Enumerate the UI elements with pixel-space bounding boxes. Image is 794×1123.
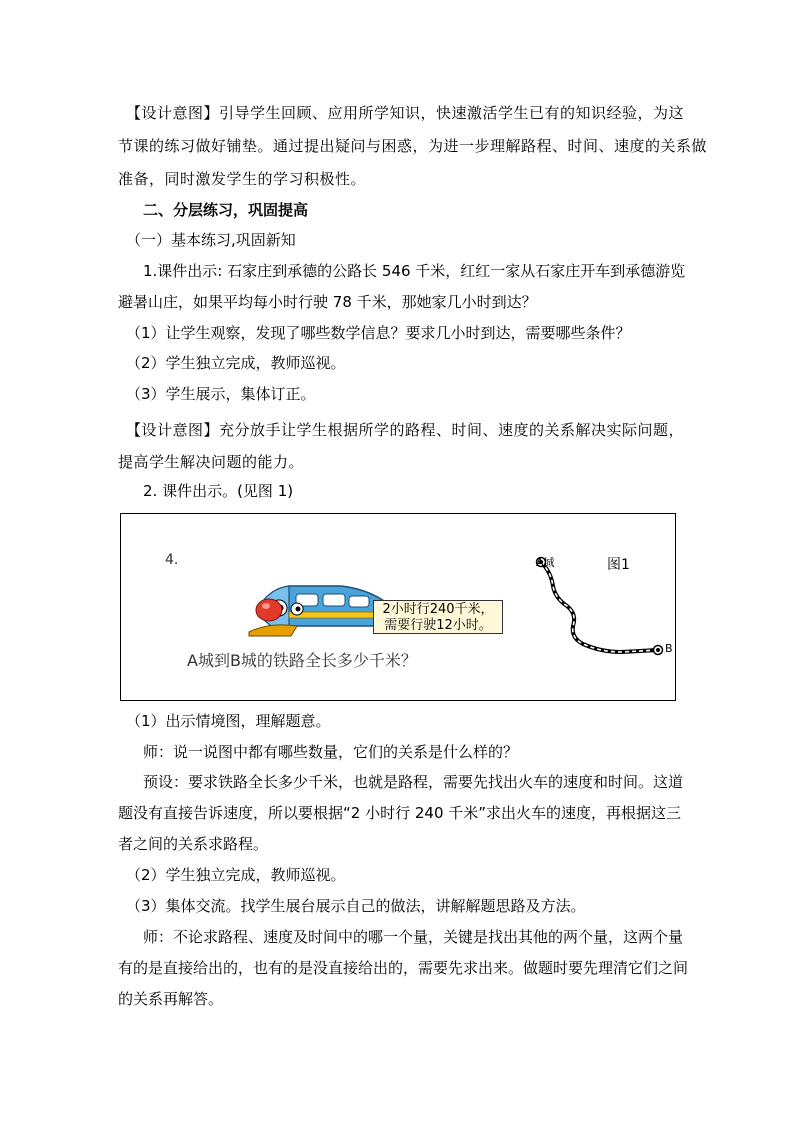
step-1: （1）让学生观察，发现了哪些数学信息？要求几小时到达，需要哪些条件？ xyxy=(126,324,631,342)
step-3: （3）学生展示，集体订正。 xyxy=(126,385,316,403)
design-intent-1-line2: 节课的练习做好铺垫。通过提出疑问与困惑，为进一步理解路程、时间、速度的关系做 xyxy=(118,137,708,155)
task-5: （3）集体交流。找学生展台展示自己的做法，讲解解题思路及方法。 xyxy=(126,897,586,915)
presumption-line1: 预设：要求铁路全长多少千米，也就是路程，需要先找出火车的速度和时间。这道 xyxy=(143,773,684,791)
presumption-line2: 题没有直接告诉速度，所以要根据“2 小时行 240 千米”求出火车的速度，再根据这三 xyxy=(118,804,682,822)
question-1-line1: 1.课件出示: 石家庄到承德的公路长 546 千米，红红一家从石家庄开车到承德游览 xyxy=(143,262,686,280)
task-1: （1）出示情境图，理解题意。 xyxy=(126,712,331,730)
presumption-line3: 者之间的关系求路程。 xyxy=(118,835,269,853)
figure-1 xyxy=(120,513,676,701)
route-map-icon xyxy=(537,558,663,655)
question-1-line2: 避暑山庄，如果平均每小时行驶 78 千米，那她家几小时到达？ xyxy=(118,293,537,311)
teacher-summary-line3: 的关系再解答。 xyxy=(118,990,224,1008)
subsection-heading: （一）基本练习,巩固新知 xyxy=(126,231,296,249)
section-heading: 二、分层练习，巩固提高 xyxy=(143,201,309,219)
design-intent-2-line2: 提高学生解决问题的能力。 xyxy=(118,453,305,471)
city-a-label: A城 xyxy=(536,556,555,569)
design-intent-2-line1: 【设计意图】充分放手让学生根据所学的路程、时间、速度的关系解决实际问题， xyxy=(126,421,685,439)
teacher-summary-line1: 师：不论求路程、速度及时间中的哪一个量，关键是找出其他的两个量，这两个量 xyxy=(143,928,684,946)
figure-label: 图1 xyxy=(607,557,630,573)
city-b-label: B xyxy=(665,642,673,655)
design-intent-1-line3: 准备，同时激发学生的学习积极性。 xyxy=(118,170,367,188)
teacher-summary-line2: 有的是直接给出的，也有的是没直接给出的，需要先求出来。做题时要先理清它们之间 xyxy=(118,959,689,977)
speech-bubble xyxy=(373,600,503,634)
exercise-number: 4. xyxy=(165,552,179,568)
task-2: 师：说一说图中都有哪些数量，它们的关系是什么样的？ xyxy=(143,743,519,761)
bubble-line1: 2小时行240千米， xyxy=(382,602,494,617)
step-2: （2）学生独立完成，教师巡视。 xyxy=(126,354,346,372)
bubble-line2: 需要行驶12小时。 xyxy=(384,618,492,633)
task-4: （2）学生独立完成，教师巡视。 xyxy=(126,866,346,884)
design-intent-1-line1: 【设计意图】引导学生回顾、应用所学知识，快速激活学生已有的知识经验，为这 xyxy=(126,104,685,122)
question-2: 2. 课件出示。(见图 1) xyxy=(143,482,294,500)
figure-question: A城到B城的铁路全长多少千米？ xyxy=(187,651,417,670)
